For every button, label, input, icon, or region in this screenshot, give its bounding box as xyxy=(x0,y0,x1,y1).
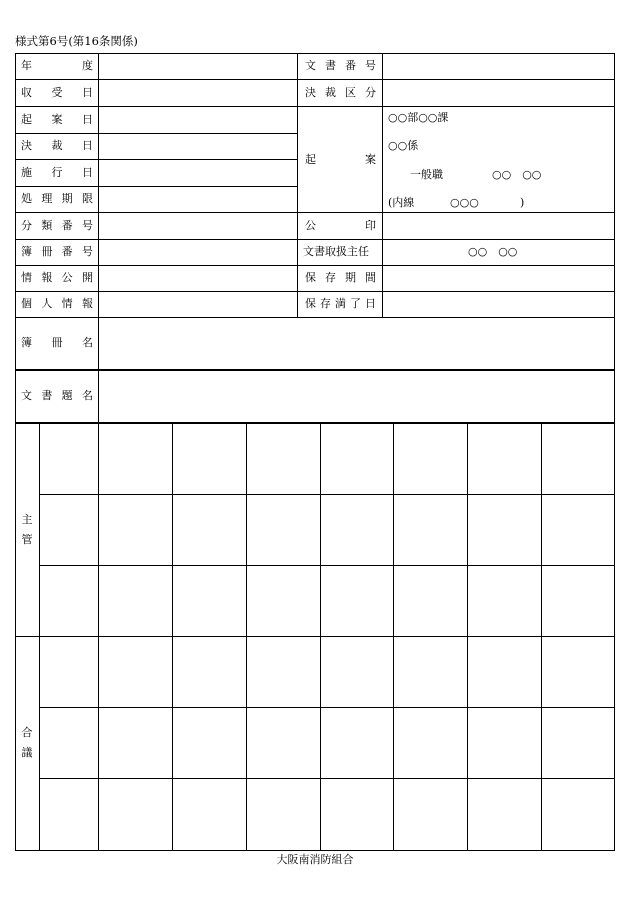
label-year-char: 度 xyxy=(82,59,93,72)
label-personal-information-char: 個 xyxy=(21,297,32,310)
label-document-title-char: 書 xyxy=(41,388,53,402)
label-drafted-date xyxy=(21,106,93,133)
label-approved-date-char: 決 xyxy=(21,139,32,152)
section-label-main-char: 主 xyxy=(21,512,33,526)
label-retention-period-char: 間 xyxy=(365,271,376,284)
label-processing-deadline-char: 処 xyxy=(21,192,32,205)
label-document-handler-text: 文書取扱主任 xyxy=(303,245,369,258)
label-approved-date xyxy=(21,133,93,159)
label-document-title-char: 文 xyxy=(21,388,32,402)
label-document-number-char: 号 xyxy=(365,59,376,72)
label-processing-deadline-char: 限 xyxy=(81,192,93,205)
drafter-extension-close: ) xyxy=(520,196,525,209)
drafter-position: 一般職 xyxy=(410,168,443,181)
document-control-form xyxy=(15,53,615,851)
label-ledger-number-char: 簿 xyxy=(21,245,32,258)
classification-number-field[interactable] xyxy=(99,213,297,239)
label-official-seal xyxy=(305,212,376,239)
label-official-seal-char: 印 xyxy=(365,218,376,232)
organization-name: 大阪南消防組合 xyxy=(276,853,354,866)
label-document-handler xyxy=(303,239,380,265)
consultation-stamp-cell[interactable] xyxy=(542,779,614,850)
label-drafted-date-char: 日 xyxy=(82,112,93,126)
processing-deadline-field[interactable] xyxy=(99,187,297,212)
official-seal-field[interactable] xyxy=(383,213,614,239)
consultation-stamp-cell[interactable] xyxy=(321,637,393,707)
ledger-number-field[interactable] xyxy=(99,240,297,265)
consultation-stamp-cell[interactable] xyxy=(173,637,246,707)
label-drafted-date-char: 案 xyxy=(51,112,63,126)
label-retention-expiry-char: 日 xyxy=(365,297,376,310)
main-stamp-cell[interactable] xyxy=(247,424,320,494)
consultation-stamp-cell[interactable] xyxy=(394,708,467,778)
consultation-stamp-cell[interactable] xyxy=(321,779,393,850)
main-stamp-cell[interactable] xyxy=(321,424,393,494)
main-stamp-cell[interactable] xyxy=(468,566,541,636)
label-information-disclosure-char: 公 xyxy=(61,271,73,284)
main-stamp-cell[interactable] xyxy=(173,566,246,636)
main-stamp-cell[interactable] xyxy=(394,566,467,636)
label-document-title-char: 題 xyxy=(61,388,73,402)
section-label-main-char: 管 xyxy=(21,532,33,546)
label-year xyxy=(21,53,93,79)
label-ledger-number xyxy=(21,239,93,265)
label-approval-type-char: 裁 xyxy=(325,85,336,99)
label-retention-period-char: 期 xyxy=(345,271,356,284)
consultation-stamp-cell[interactable] xyxy=(247,779,320,850)
document-handler-name: ○○ ○○ xyxy=(468,245,518,258)
label-retention-expiry-char: 了 xyxy=(350,297,361,310)
retention-expiry-field[interactable] xyxy=(383,292,614,317)
form-border-right xyxy=(614,53,615,851)
information-disclosure-field[interactable] xyxy=(99,266,297,291)
main-stamp-cell[interactable] xyxy=(173,424,246,494)
label-approval-type-char: 決 xyxy=(305,85,316,99)
label-ledger-name-char: 冊 xyxy=(51,336,63,349)
main-stamp-cell[interactable] xyxy=(542,566,614,636)
label-classification-number-char: 類 xyxy=(41,218,53,232)
main-stamp-cell[interactable] xyxy=(99,424,172,494)
consultation-stamp-cell[interactable] xyxy=(247,637,320,707)
year-field[interactable] xyxy=(99,54,297,79)
label-personal-information xyxy=(21,291,93,317)
label-drafter-char: 案 xyxy=(365,152,376,166)
label-retention-period-char: 存 xyxy=(325,271,336,284)
label-information-disclosure-char: 情 xyxy=(21,271,32,284)
main-stamp-cell[interactable] xyxy=(394,424,467,494)
consultation-stamp-cell[interactable] xyxy=(40,779,98,850)
approval-type-field[interactable] xyxy=(383,80,614,106)
form-number-label: 様式第6号(第16条関係) xyxy=(15,34,138,48)
label-ledger-name xyxy=(21,317,93,369)
label-drafter xyxy=(305,106,376,213)
main-stamp-cell[interactable] xyxy=(394,495,467,565)
label-classification-number xyxy=(21,212,93,239)
label-retention-expiry-char: 保 xyxy=(305,297,316,310)
label-ledger-number-char: 号 xyxy=(81,245,93,258)
main-stamp-cell[interactable] xyxy=(247,566,320,636)
consultation-stamp-cell[interactable] xyxy=(99,779,172,850)
drafter-extension-number: ○○○ xyxy=(450,196,479,209)
main-stamp-cell[interactable] xyxy=(321,495,393,565)
label-ledger-number-char: 冊 xyxy=(41,245,53,258)
column-divider xyxy=(297,53,298,318)
label-ledger-number-char: 番 xyxy=(61,245,73,258)
label-information-disclosure xyxy=(21,265,93,291)
consultation-stamp-cell[interactable] xyxy=(321,708,393,778)
main-stamp-cell[interactable] xyxy=(468,424,541,494)
main-stamp-cell[interactable] xyxy=(99,566,172,636)
consultation-stamp-cell[interactable] xyxy=(99,708,172,778)
drafted-date-field[interactable] xyxy=(99,107,297,133)
label-information-disclosure-char: 報 xyxy=(41,271,53,284)
label-approval-type-char: 区 xyxy=(345,85,356,99)
section-label-consultation xyxy=(15,723,39,763)
consultation-stamp-cell[interactable] xyxy=(394,779,467,850)
label-retention-period xyxy=(305,265,376,291)
consultation-stamp-cell[interactable] xyxy=(40,637,98,707)
drafter-department: ○○部○○課 xyxy=(388,111,449,124)
consultation-stamp-cell[interactable] xyxy=(99,637,172,707)
received-date-field[interactable] xyxy=(99,80,297,106)
main-stamp-cell[interactable] xyxy=(40,495,98,565)
label-retention-period-char: 保 xyxy=(305,271,316,284)
drafter-name: ○○ ○○ xyxy=(492,168,542,181)
drafter-extension-label: (内線 xyxy=(388,196,415,209)
consultation-stamp-cell[interactable] xyxy=(542,708,614,778)
consultation-stamp-cell[interactable] xyxy=(468,779,541,850)
label-enforced-date xyxy=(21,159,93,186)
label-approved-date-char: 裁 xyxy=(51,139,63,152)
document-number-field[interactable] xyxy=(383,54,614,79)
ledger-name-field[interactable] xyxy=(99,318,614,369)
section-label-consultation-char: 議 xyxy=(21,746,33,759)
main-stamp-cell[interactable] xyxy=(247,495,320,565)
label-personal-information-char: 情 xyxy=(61,297,73,310)
label-received-date-char: 収 xyxy=(21,85,32,99)
main-stamp-cell[interactable] xyxy=(321,566,393,636)
label-personal-information-char: 人 xyxy=(41,297,53,310)
label-document-number-char: 番 xyxy=(345,59,356,72)
label-document-number-char: 書 xyxy=(325,59,336,72)
consultation-stamp-cell[interactable] xyxy=(173,779,246,850)
consultation-stamp-cell[interactable] xyxy=(542,637,614,707)
label-processing-deadline-char: 期 xyxy=(61,192,73,205)
main-stamp-cell[interactable] xyxy=(468,495,541,565)
label-enforced-date-char: 行 xyxy=(51,165,63,179)
approved-date-field[interactable] xyxy=(99,134,297,159)
label-document-title xyxy=(21,369,93,422)
label-classification-number-char: 分 xyxy=(21,218,32,232)
label-classification-number-char: 番 xyxy=(61,218,73,232)
label-year-char: 年 xyxy=(21,59,32,72)
label-retention-expiry xyxy=(305,291,376,317)
consultation-stamp-cell[interactable] xyxy=(173,708,246,778)
retention-period-field[interactable] xyxy=(383,266,614,291)
label-enforced-date-char: 施 xyxy=(21,165,32,179)
consultation-stamp-cell[interactable] xyxy=(394,637,467,707)
enforced-date-field[interactable] xyxy=(99,160,297,186)
label-received-date xyxy=(21,79,93,106)
form-border-bottom xyxy=(15,850,615,851)
consultation-stamp-cell[interactable] xyxy=(468,708,541,778)
section-label-consultation-char: 合 xyxy=(21,726,33,739)
label-received-date-char: 日 xyxy=(82,85,93,99)
main-stamp-cell[interactable] xyxy=(542,495,614,565)
label-enforced-date-char: 日 xyxy=(82,165,93,179)
label-document-number-char: 文 xyxy=(305,59,316,72)
label-approval-type-char: 分 xyxy=(365,85,376,99)
label-processing-deadline xyxy=(21,186,93,212)
label-processing-deadline-char: 理 xyxy=(41,192,53,205)
personal-information-field[interactable] xyxy=(99,292,297,317)
label-ledger-name-char: 名 xyxy=(82,336,93,349)
label-drafter-char: 起 xyxy=(305,152,316,166)
label-information-disclosure-char: 開 xyxy=(81,271,93,284)
section-label-main xyxy=(15,510,39,550)
drafter-section: ○○係 xyxy=(388,139,419,152)
main-stamp-cell[interactable] xyxy=(40,566,98,636)
label-ledger-name-char: 簿 xyxy=(21,336,32,349)
label-document-number xyxy=(305,53,376,79)
label-document-title-char: 名 xyxy=(81,388,93,402)
consultation-stamp-cell[interactable] xyxy=(468,637,541,707)
consultation-stamp-cell[interactable] xyxy=(40,708,98,778)
document-title-field[interactable] xyxy=(99,371,614,422)
label-retention-expiry-char: 満 xyxy=(335,297,346,310)
label-personal-information-char: 報 xyxy=(81,297,93,310)
label-drafted-date-char: 起 xyxy=(21,112,32,126)
label-retention-expiry-char: 存 xyxy=(320,297,331,310)
label-approved-date-char: 日 xyxy=(82,139,93,152)
label-received-date-char: 受 xyxy=(51,85,63,99)
main-stamp-cell[interactable] xyxy=(173,495,246,565)
label-classification-number-char: 号 xyxy=(81,218,93,232)
consultation-stamp-cell[interactable] xyxy=(247,708,320,778)
label-approval-type xyxy=(305,79,376,106)
main-stamp-cell[interactable] xyxy=(40,424,98,494)
main-stamp-cell[interactable] xyxy=(542,424,614,494)
main-stamp-cell[interactable] xyxy=(99,495,172,565)
label-official-seal-char: 公 xyxy=(305,218,316,232)
